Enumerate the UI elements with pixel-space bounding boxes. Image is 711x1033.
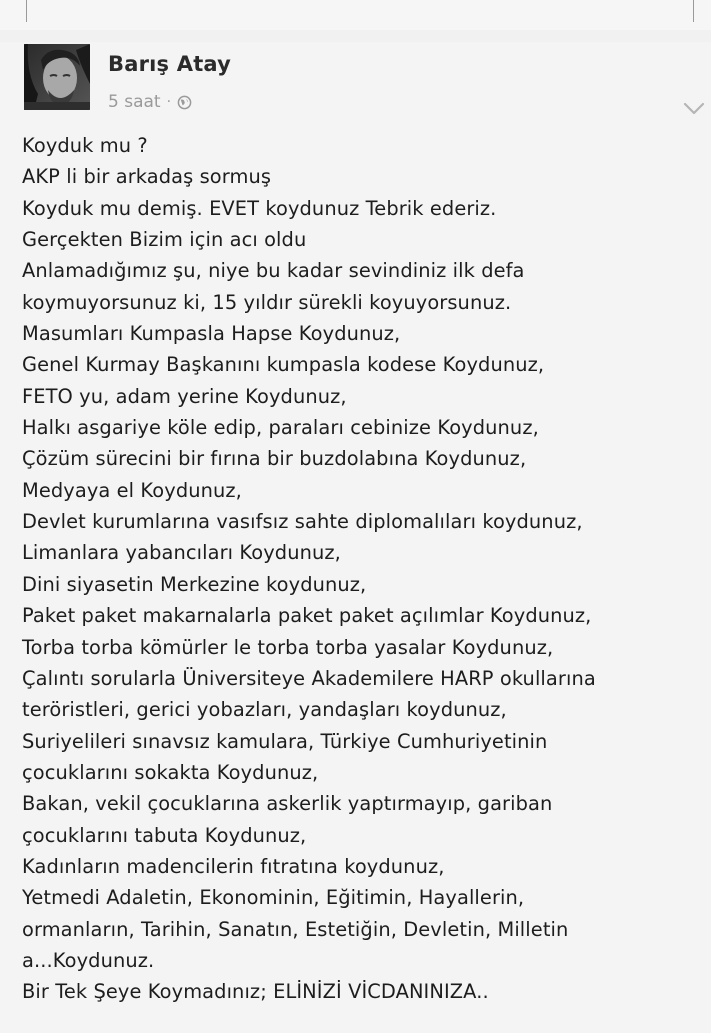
card-border-left (26, 0, 27, 22)
post-text-line: Masumları Kumpasla Hapse Koydunuz, (22, 322, 401, 346)
post-text-line: Gerçekten Bizim için acı oldu (22, 228, 307, 252)
post-text-line: Dini siyasetin Merkezine koydunuz, (22, 572, 367, 596)
post-text-line: koymuyorsunuz ki, 15 yıldır sürekli koyuyorsunuz. (22, 290, 512, 314)
post-text-line: Genel Kurmay Başkanını kumpasla kodese Koydunuz, (22, 353, 545, 377)
post-text-line: Suriyelileri sınavsız kamulara, Türkiye Cumhuriyetinin (22, 729, 548, 753)
post-text-line: a...Koydunuz. (22, 948, 155, 972)
post-text-line: FETO yu, adam yerine Koydunuz, (22, 384, 347, 408)
post-text-line: Bir Tek Şeye Koymadınız; ELİNİZİ VİCDANINIZA.. (22, 980, 489, 1004)
post-text-line: çocuklarını tabuta Koydunuz, (22, 823, 307, 847)
card-border-right (693, 0, 694, 22)
post-text-line: Limanlara yabancıları Koydunuz, (22, 541, 341, 565)
post-text-line: Çözüm sürecini bir fırına bir buzdolabına Koydunuz, (22, 447, 527, 471)
post-text-line: Anlamadığımız şu, niye bu kadar sevindiniz ilk defa (22, 259, 525, 283)
post-text-line: Yetmedi Adaletin, Ekonominin, Eğitimin, Hayallerin, (22, 886, 525, 910)
post-text-line: Halkı asgariye köle edip, paraları cebinize Koydunuz, (22, 416, 539, 440)
post-header (0, 42, 711, 122)
post-card (0, 42, 711, 1033)
post-time[interactable]: 5 saat (108, 92, 161, 112)
chevron-down-icon[interactable] (682, 100, 706, 118)
author-name[interactable]: Barış Atay (108, 52, 232, 76)
post-text-line: teröristleri, gerici yobazları, yandaşları koydunuz, (22, 698, 507, 722)
post-meta (108, 90, 192, 114)
post-text-line: AKP li bir arkadaş sormuş (22, 165, 272, 189)
avatar-photo (24, 44, 90, 110)
avatar[interactable] (24, 44, 90, 110)
post-text-line: çocuklarını sokakta Koydunuz, (22, 760, 319, 784)
post-text-line: Paket paket makarnalarla paket paket açılımlar Koydunuz, (22, 604, 592, 628)
meta-separator: · (166, 94, 172, 110)
post-text-line: Çalıntı sorularla Üniversiteye Akademilere HARP okullarına (22, 666, 596, 690)
post-text-line: Koyduk mu demiş. EVET koydunuz Tebrik ederiz. (22, 196, 497, 220)
post-text-line: Torba torba kömürler le torba torba yasalar Koydunuz, (22, 635, 554, 659)
post-text (22, 130, 702, 1008)
post-text-line: ormanların, Tarihin, Sanatın, Estetiğin, Devletin, Milletin (22, 917, 569, 941)
post-text-line: Bakan, vekil çocuklarına askerlik yaptırmayıp, gariban (22, 792, 553, 816)
post-text-line: Koyduk mu ? (22, 134, 148, 157)
post-text-line: Kadınların madencilerin fıtratına koydunuz, (22, 854, 445, 878)
globe-icon[interactable] (177, 95, 192, 110)
post-text-line: Devlet kurumlarına vasıfsız sahte diplomalıları koydunuz, (22, 510, 583, 534)
post-text-line: Medyaya el Koydunuz, (22, 478, 242, 502)
previous-card-edge (0, 0, 711, 30)
